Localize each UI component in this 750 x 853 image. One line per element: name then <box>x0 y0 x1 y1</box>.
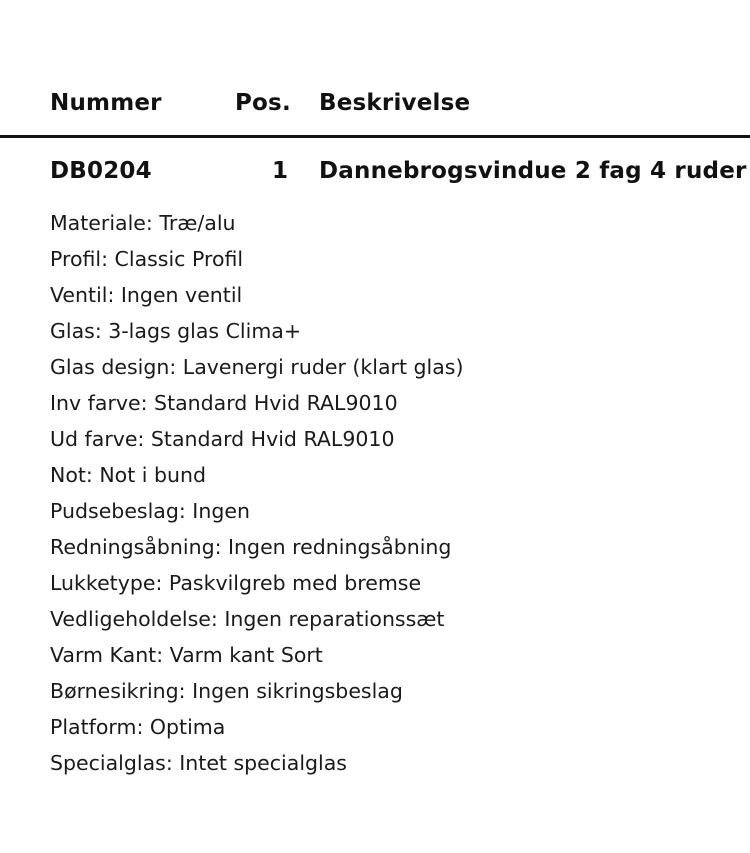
column-header-position: Pos. <box>235 90 291 116</box>
list-item: Specialglas: Intet specialglas <box>50 751 347 775</box>
item-description: Dannebrogsvindue 2 fag 4 ruder <box>319 158 747 184</box>
list-item: Platform: Optima <box>50 715 226 739</box>
list-item: Inv farve: Standard Hvid RAL9010 <box>50 391 398 415</box>
column-header-description: Beskrivelse <box>319 90 471 116</box>
list-item: Ventil: Ingen ventil <box>50 283 243 307</box>
table-header <box>0 88 750 138</box>
column-header-number: Nummer <box>50 90 162 116</box>
item-number: DB0204 <box>50 158 152 184</box>
spec-list <box>50 208 463 784</box>
list-item: Glas: 3-lags glas Clima+ <box>50 319 302 343</box>
list-item: Børnesikring: Ingen sikringsbeslag <box>50 679 403 703</box>
list-item: Lukketype: Paskvilgreb med bremse <box>50 571 422 595</box>
list-item: Glas design: Lavenergi ruder (klart glas) <box>50 355 464 379</box>
list-item: Materiale: Træ/alu <box>50 211 236 235</box>
list-item: Profil: Classic Profil <box>50 247 244 271</box>
item-position: 1 <box>272 158 289 184</box>
table-row <box>0 158 750 194</box>
list-item: Varm Kant: Varm kant Sort <box>50 643 323 667</box>
list-item: Ud farve: Standard Hvid RAL9010 <box>50 427 395 451</box>
list-item: Pudsebeslag: Ingen <box>50 499 250 523</box>
list-item: Not: Not i bund <box>50 463 206 487</box>
list-item: Redningsåbning: Ingen redningsåbning <box>50 535 452 559</box>
list-item: Vedligeholdelse: Ingen reparationssæt <box>50 607 445 631</box>
